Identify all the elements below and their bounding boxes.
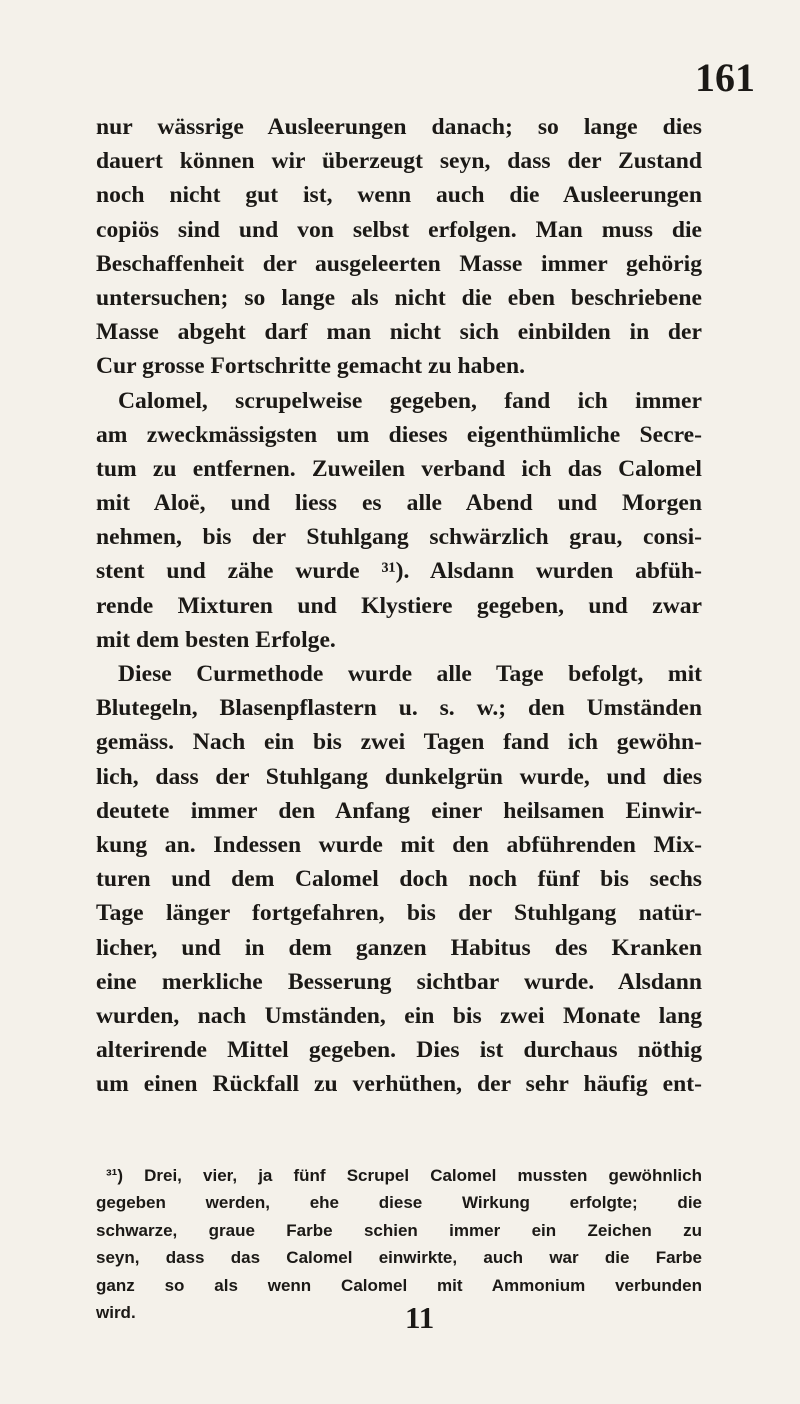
text-line: mit Aloë, und liess es alle Abend und Morgen: [96, 490, 702, 517]
footnote-line: wird.: [96, 1302, 136, 1322]
text-line: untersuchen; so lange als nicht die eben beschriebene: [96, 284, 702, 311]
text-line: rende Mixturen und Klystiere gegeben, und zwar: [96, 592, 702, 619]
text-line: nur wässrige Ausleerungen danach; so lange dies: [96, 114, 702, 140]
text-line: turen und dem Calomel doch noch fünf bis sechs: [96, 866, 702, 893]
text-line: um einen Rückfall zu verhüthen, der sehr häufig ent-: [96, 1071, 702, 1098]
footnote-line: ganz so als wenn Calomel mit Ammonium verbunden: [96, 1275, 702, 1295]
printer-signature-mark: 11: [405, 1300, 435, 1335]
footnote-line: gegeben werden, ehe diese Wirkung erfolgte; die: [96, 1193, 702, 1213]
text-line: copiös sind und von selbst erfolgen. Man muss die: [96, 216, 702, 243]
text-line: alterirende Mittel gegeben. Dies ist durchaus nöthig: [96, 1037, 702, 1064]
text-line: Tage länger fortgefahren, bis der Stuhlgang natür-: [96, 900, 702, 927]
text-line: Cur grosse Fortschritte gemacht zu haben.: [96, 353, 525, 380]
text-line: am zweckmässigsten um dieses eigenthümliche Secre-: [96, 421, 702, 448]
text-line: Diese Curmethode wurde alle Tage befolgt, mit: [118, 661, 702, 687]
footnote-line: seyn, dass das Calomel einwirkte, auch war die Farbe: [96, 1248, 702, 1268]
text-line: Beschaffenheit der ausgeleerten Masse immer gehörig: [96, 250, 702, 277]
text-line: kung an. Indessen wurde mit den abführenden Mix-: [96, 831, 702, 858]
page-number: 161: [695, 55, 755, 100]
footnote-line: schwarze, graue Farbe schien immer ein Zeichen zu: [96, 1220, 702, 1240]
main-text: [96, 110, 702, 1101]
text-line: wurden, nach Umständen, ein bis zwei Monate lang: [96, 1002, 702, 1029]
text-line: licher, und in dem ganzen Habitus des Kranken: [96, 934, 702, 961]
text-line: Blutegeln, Blasenpflastern u. s. w.; den Umständen: [96, 695, 702, 722]
footnote: [96, 1162, 702, 1326]
text-line: deutete immer den Anfang einer heilsamen Einwir-: [96, 797, 702, 824]
footnote-line: ³¹) Drei, vier, ja fünf Scrupel Calomel mussten gewöhnlich: [106, 1166, 702, 1185]
text-line: lich, dass der Stuhlgang dunkelgrün wurde, und dies: [96, 763, 702, 790]
text-line: nehmen, bis der Stuhlgang schwärzlich grau, consi-: [96, 524, 702, 551]
text-line: mit dem besten Erfolge.: [96, 626, 336, 653]
text-line: dauert können wir überzeugt seyn, dass der Zustand: [96, 148, 702, 175]
text-line: stent und zähe wurde ³¹). Alsdann wurden abfüh-: [96, 558, 702, 585]
text-line: tum zu entfernen. Zuweilen verband ich das Calomel: [96, 455, 702, 482]
text-line: gemäss. Nach ein bis zwei Tagen fand ich gewöhn-: [96, 729, 702, 756]
text-line: eine merkliche Besserung sichtbar wurde. Alsdann: [96, 968, 702, 995]
text-line: Calomel, scrupelweise gegeben, fand ich immer: [118, 387, 702, 414]
text-line: Masse abgeht darf man nicht sich einbilden in der: [96, 319, 702, 346]
text-line: noch nicht gut ist, wenn auch die Ausleerungen: [96, 182, 702, 209]
